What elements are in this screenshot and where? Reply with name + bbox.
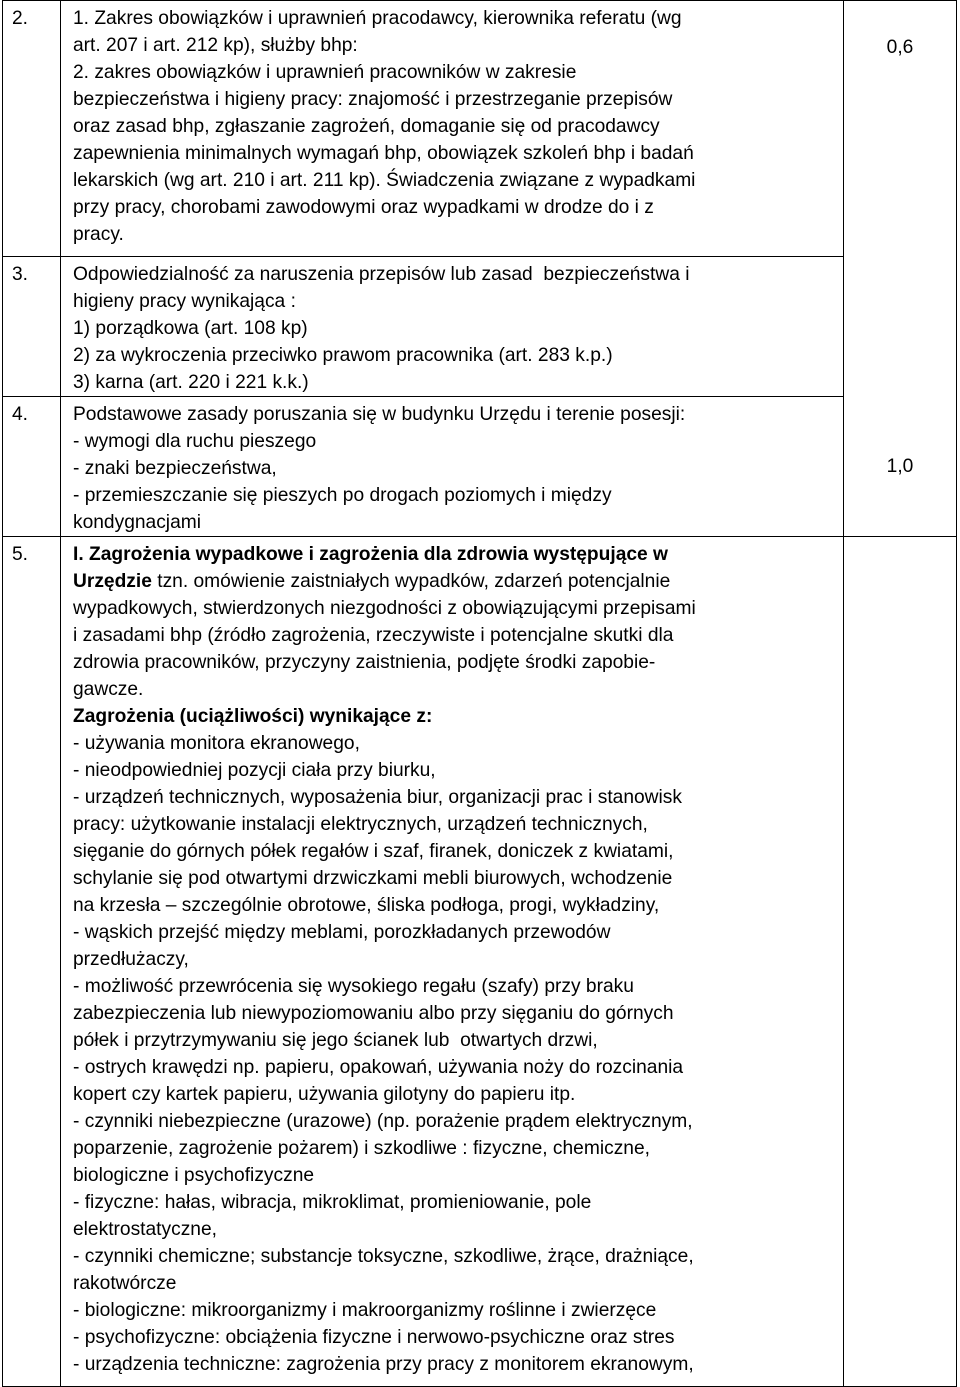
text-line: wypadkowych, stwierdzonych niezgodności z obowiązującymi przepisami <box>73 598 696 619</box>
text-line: sięganie do górnych półek regałów i szaf, firanek, doniczek z kwiatami, <box>73 841 674 862</box>
text-line: lekarskich (wg art. 210 i art. 211 kp). Świadczenia związane z wypadkami <box>73 170 696 191</box>
section-paragraph <box>73 595 835 703</box>
row-content <box>61 397 843 536</box>
text-line: art. 207 i art. 212 kp), służby bhp: <box>73 35 358 56</box>
text-line: kopert czy kartek papieru, używania gilotyny do papieru itp. <box>73 1084 576 1105</box>
section-heading-rest: tzn. omówienie zaistniałych wypadków, zdarzeń potencjalnie <box>151 571 671 592</box>
text-line: półek i przytrzymywaniu się jego ścianek lub otwartych drzwi, <box>73 1030 598 1051</box>
text-line: kondygnacjami <box>73 512 201 533</box>
text-line: i zasadami bhp (źródło zagrożenia, rzeczywiste i potencjalne skutki dla <box>73 625 674 646</box>
row-content-cell <box>61 537 844 1387</box>
row-number: 3. <box>12 264 29 285</box>
text-line: Podstawowe zasady poruszania się w budynku Urzędu i terenie posesji: <box>73 404 686 425</box>
text-line: przedłużaczy, <box>73 949 189 970</box>
text-line: - wymogi dla ruchu pieszego <box>73 431 317 452</box>
table-row <box>3 537 957 1387</box>
text-line: pracy: użytkowanie instalacji elektrycznych, urządzeń technicznych, <box>73 814 648 835</box>
section-heading-bold: Urzędzie <box>73 571 152 592</box>
text-line: - możliwość przewrócenia się wysokiego regału (szafy) przy braku <box>73 976 634 997</box>
row-number: 4. <box>12 404 29 425</box>
text-line: 1) porządkowa (art. 108 kp) <box>73 318 308 339</box>
text-line: 1. Zakres obowiązków i uprawnień pracodawcy, kierownika referatu (wg <box>73 8 682 29</box>
text-line: przy pracy, chorobami zawodowymi oraz wypadkami w drodze do i z <box>73 197 654 218</box>
text-line: - nieodpowiedniej pozycji ciała przy biurku, <box>73 760 436 781</box>
row-number-cell <box>3 397 61 537</box>
text-line: higieny pracy wynikająca : <box>73 291 296 312</box>
text-line: biologiczne i psychofizyczne <box>73 1165 315 1186</box>
score-value: 1,0 <box>886 456 914 477</box>
score-value: 0,6 <box>886 37 914 58</box>
text-line: - używania monitora ekranowego, <box>73 733 360 754</box>
row-number-cell <box>3 1 61 257</box>
score-cell <box>844 1 957 537</box>
section-heading: I. Zagrożenia wypadkowe i zagrożenia dla zdrowia występujące w <box>73 544 668 565</box>
text-line: zapewnienia minimalnych wymagań bhp, obowiązek szkoleń bhp i badań <box>73 143 694 164</box>
row-content <box>61 537 843 1378</box>
text-line: oraz zasad bhp, zgłaszanie zagrożeń, domaganie się od pracodawcy <box>73 116 660 137</box>
table-row <box>3 1 957 257</box>
table-row <box>3 257 957 397</box>
row-number-cell <box>3 537 61 1387</box>
text-line: Odpowiedzialność za naruszenia przepisów lub zasad bezpieczeństwa i <box>73 264 690 285</box>
row-number-cell <box>3 257 61 397</box>
text-line: 2. zakres obowiązków i uprawnień pracowników w zakresie <box>73 62 577 83</box>
row-content-cell <box>61 1 844 257</box>
text-line: - wąskich przejść między meblami, porozkładanych przewodów <box>73 922 611 943</box>
text-line: pracy. <box>73 224 124 245</box>
table-row <box>3 397 957 537</box>
row-number: 2. <box>12 8 29 29</box>
text-line: schylanie się pod otwartymi drzwiczkami mebli biurowych, wchodzenie <box>73 868 673 889</box>
text-line: na krzesła – szczególnie obrotowe, śliska podłoga, progi, wykładziny, <box>73 895 660 916</box>
text-line: - biologiczne: mikroorganizmy i makroorganizmy roślinne i zwierzęce <box>73 1300 657 1321</box>
section-heading-continued <box>73 568 835 595</box>
text-line: - ostrych krawędzi np. papieru, opakowań, używania noży do rozcinania <box>73 1057 684 1078</box>
hazard-list <box>73 730 835 1378</box>
row-number: 5. <box>12 544 29 565</box>
row-content <box>61 1 843 248</box>
row-content-cell <box>61 257 844 397</box>
text-line: zabezpieczenia lub niewypoziomowaniu albo przy sięganiu do górnych <box>73 1003 674 1024</box>
score-cell-empty <box>844 537 957 1387</box>
text-line: - fizyczne: hałas, wibracja, mikroklimat, promieniowanie, pole <box>73 1192 592 1213</box>
text-line: - urządzenia techniczne: zagrożenia przy pracy z monitorem ekranowym, <box>73 1354 694 1375</box>
text-line: - urządzeń technicznych, wyposażenia biur, organizacji prac i stanowisk <box>73 787 682 808</box>
text-line: 3) karna (art. 220 i 221 k.k.) <box>73 372 309 393</box>
text-line: - przemieszczanie się pieszych po drogach poziomych i między <box>73 485 612 506</box>
document-table <box>2 0 957 1387</box>
row-content <box>61 257 843 396</box>
text-line: poparzenie, zagrożenie pożarem) i szkodliwe : fizyczne, chemiczne, <box>73 1138 650 1159</box>
text-line: bezpieczeństwa i higieny pracy: znajomość i przestrzeganie przepisów <box>73 89 673 110</box>
text-line: elektrostatyczne, <box>73 1219 217 1240</box>
text-line: - czynniki chemiczne; substancje toksyczne, szkodliwe, żrące, drażniące, <box>73 1246 694 1267</box>
text-line: - czynniki niebezpieczne (urazowe) (np. porażenie prądem elektrycznym, <box>73 1111 693 1132</box>
text-line: - znaki bezpieczeństwa, <box>73 458 277 479</box>
text-line: zdrowia pracowników, przyczyny zaistnienia, podjęte środki zapobie- <box>73 652 656 673</box>
text-line: gawcze. <box>73 679 144 700</box>
text-line: rakotwórcze <box>73 1273 177 1294</box>
text-line: - psychofizyczne: obciążenia fizyczne i nerwowo-psychiczne oraz stres <box>73 1327 675 1348</box>
subheading: Zagrożenia (uciążliwości) wynikające z: <box>73 706 433 727</box>
row-content-cell <box>61 397 844 537</box>
text-line: 2) za wykroczenia przeciwko prawom pracownika (art. 283 k.p.) <box>73 345 613 366</box>
